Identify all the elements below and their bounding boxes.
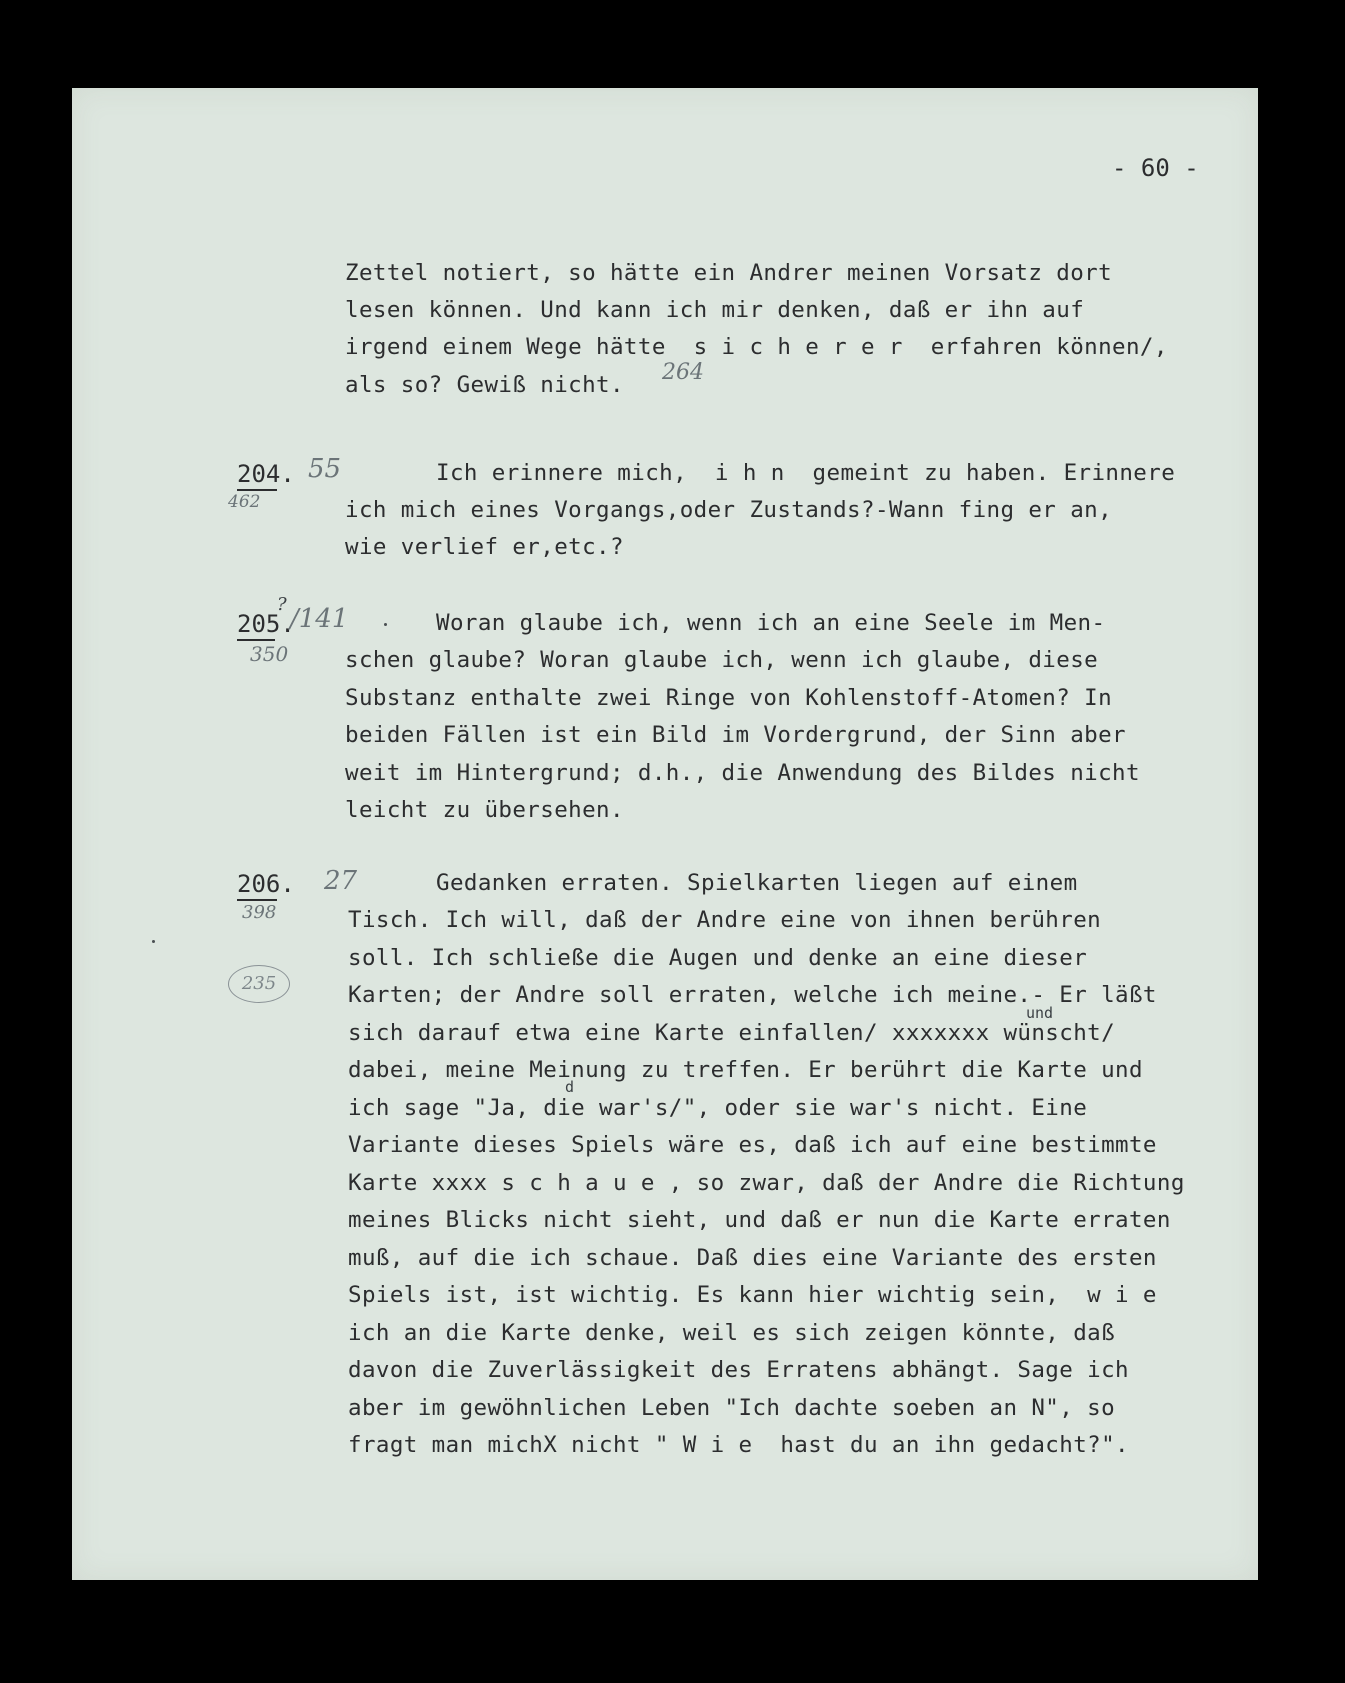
paragraph-number: 204. xyxy=(237,460,295,488)
handwritten-reference: /141 xyxy=(290,604,349,634)
text-line: Ich erinnere mich, i h n gemeint zu haben. Erinnere xyxy=(436,460,1176,486)
text-line: ich mich eines Vorgangs,oder Zustands?-Wann fing er an, xyxy=(345,497,1113,523)
text-line: davon die Zuverlässigkeit des Erratens abhängt. Sage ich xyxy=(348,1357,1129,1383)
typed-insertion-d: d xyxy=(565,1078,575,1096)
text-line: Zettel notiert, so hätte ein Andrer meinen Vorsatz dort xyxy=(345,260,1113,286)
text-line: soll. Ich schließe die Augen und denke an eine dieser xyxy=(348,945,1088,971)
text-line: weit im Hintergrund; d.h., die Anwendung des Bildes nicht xyxy=(345,760,1140,786)
text-line: schen glaube? Woran glaube ich, wenn ich glaube, diese xyxy=(345,647,1099,673)
text-line: wie verlief er,etc.? xyxy=(345,534,624,560)
text-line: Gedanken erraten. Spielkarten liegen auf einem xyxy=(436,870,1078,896)
number-underline xyxy=(237,639,275,641)
page-number: - 60 - xyxy=(1112,154,1199,182)
handwritten-reference: 55 xyxy=(308,454,342,484)
text-line: lesen können. Und kann ich mir denken, daß er ihn auf xyxy=(345,297,1085,323)
pencil-dot xyxy=(384,623,387,626)
text-line: ich an die Karte denke, weil es sich zeigen könnte, daß xyxy=(348,1320,1116,1346)
handwritten-sub-number: 462 xyxy=(228,492,261,512)
paragraph-number: 205. xyxy=(237,610,295,638)
text-line: Karte xxxx s c h a u e , so zwar, daß der Andre die Richtung xyxy=(348,1170,1185,1196)
text-line: fragt man michX nicht " W i e hast du an ihn gedacht?". xyxy=(348,1432,1129,1458)
text-line: irgend einem Wege hätte s i c h e r e r erfahren können/, xyxy=(345,334,1168,360)
text-line: leicht zu übersehen. xyxy=(345,797,624,823)
number-underline xyxy=(237,489,277,491)
typed-insertion-und: und xyxy=(1026,1004,1054,1022)
handwritten-reference: 27 xyxy=(324,866,358,896)
text-line: ich sage "Ja, die war's/", oder sie war's nicht. Eine xyxy=(348,1095,1088,1121)
text-line: sich darauf etwa eine Karte einfallen/ xxxxxxx wünscht/ xyxy=(348,1020,1116,1046)
text-line: als so? Gewiß nicht. xyxy=(345,372,624,398)
handwritten-sub-number: 398 xyxy=(242,902,277,923)
text-line: Tisch. Ich will, daß der Andre eine von ihnen berühren xyxy=(348,907,1102,933)
handwritten-question-mark: ? xyxy=(277,594,287,615)
text-line: beiden Fällen ist ein Bild im Vordergrund, der Sinn aber xyxy=(345,722,1126,748)
text-line: Woran glaube ich, wenn ich an eine Seele im Men- xyxy=(436,610,1106,636)
text-line: aber im gewöhnlichen Leben "Ich dachte soeben an N", so xyxy=(348,1395,1116,1421)
text-line: meines Blicks nicht sieht, und daß er nun die Karte erraten xyxy=(348,1207,1171,1233)
text-line: muß, auf die ich schaue. Daß dies eine Variante des ersten xyxy=(348,1245,1157,1271)
text-line: dabei, meine Meinung zu treffen. Er berührt die Karte und xyxy=(348,1057,1143,1083)
text-line: Karten; der Andre soll erraten, welche ich meine.- Er läßt xyxy=(348,982,1157,1008)
circled-note: 235 xyxy=(228,965,290,1003)
handwritten-note: 264 xyxy=(662,360,704,385)
pencil-dot xyxy=(152,940,155,943)
handwritten-sub-number: 350 xyxy=(250,642,289,666)
typescript-page xyxy=(72,88,1258,1580)
text-line: Spiels ist, ist wichtig. Es kann hier wichtig sein, w i e xyxy=(348,1282,1157,1308)
text-line: Substanz enthalte zwei Ringe von Kohlenstoff-Atomen? In xyxy=(345,685,1113,711)
text-line: Variante dieses Spiels wäre es, daß ich auf eine bestimmte xyxy=(348,1132,1157,1158)
number-underline xyxy=(237,899,277,901)
paragraph-number: 206. xyxy=(237,870,295,898)
